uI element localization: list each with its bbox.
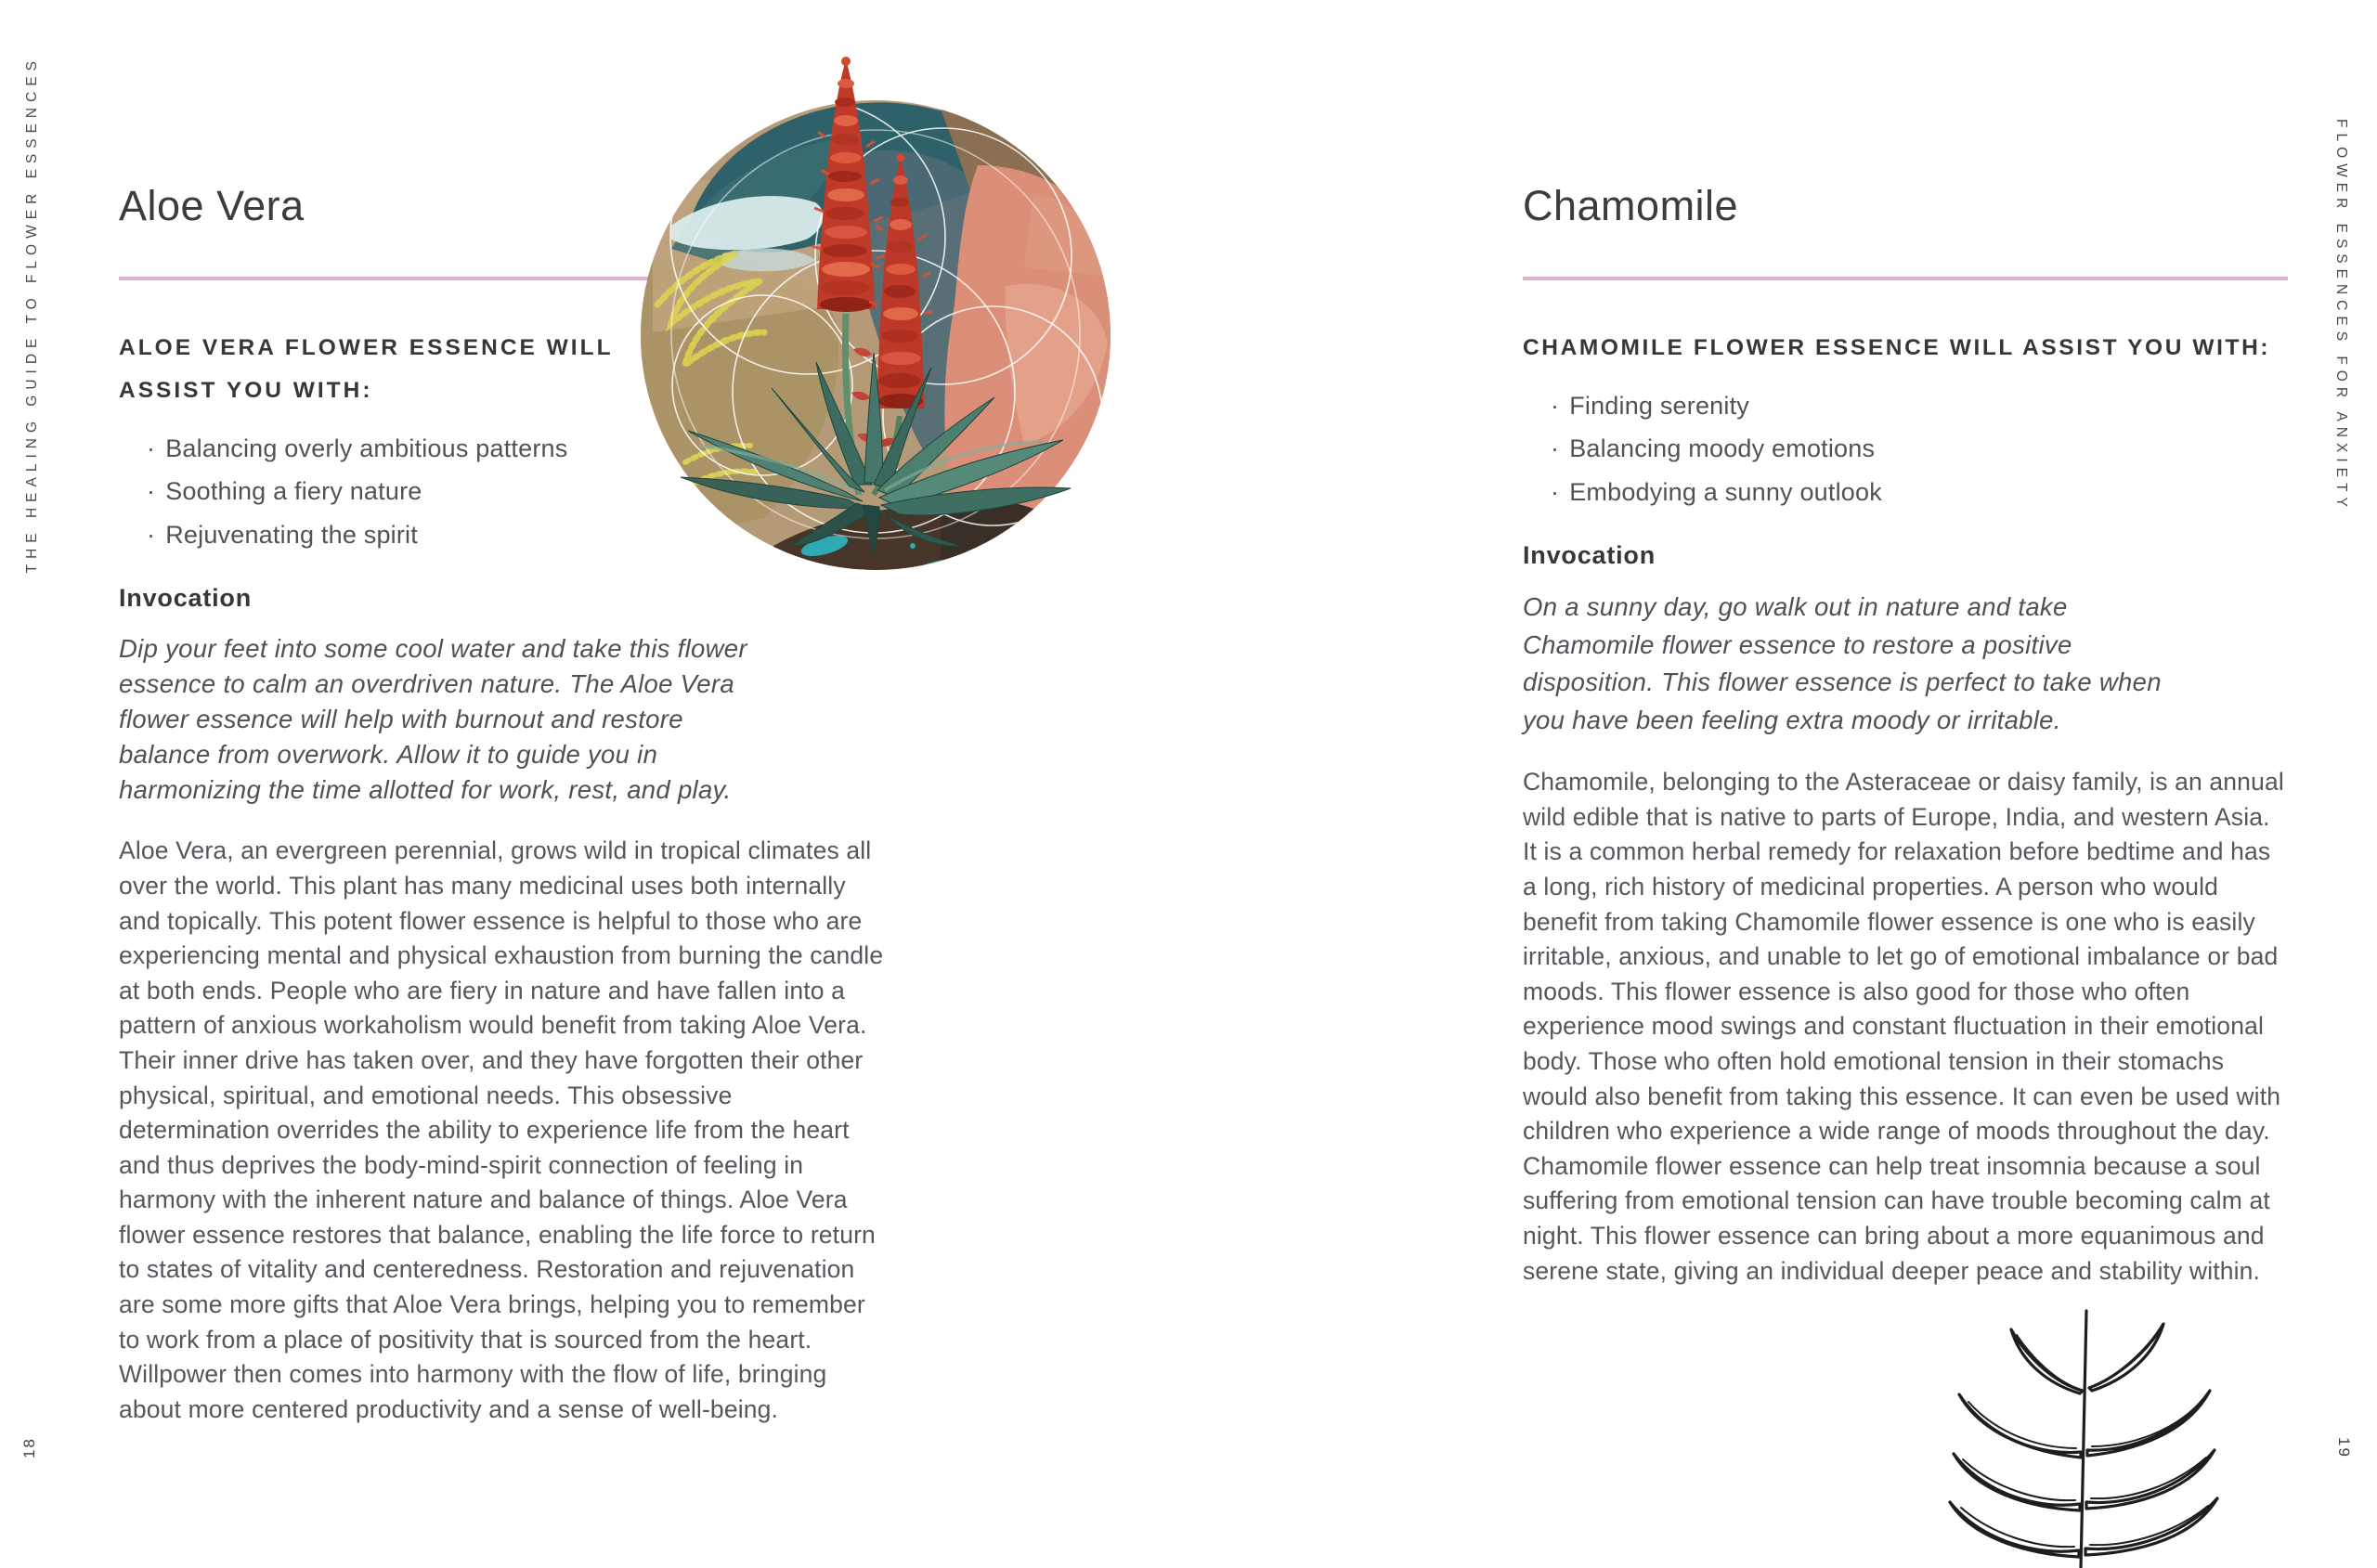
invocation-heading: Invocation xyxy=(119,584,253,613)
invocation-text: Dip your feet into some cool water and take this flower essence to calm an overdriven nature. The Aloe Vera flower essence will help with burnout and restore balance from overwork. Allow it to guide you in harmonizing the time allotted for work, rest, and play. xyxy=(119,634,747,805)
page-number-right: 19 xyxy=(2335,1437,2353,1458)
aloe-collage-image xyxy=(634,26,1113,583)
page-right xyxy=(1523,0,2288,1289)
benefit-item: · Soothing a fiery nature xyxy=(147,470,890,513)
page-number-left: 18 xyxy=(20,1437,38,1458)
benefit-item: · Finding serenity xyxy=(1551,384,2288,428)
spine-title-right: FLOWER ESSENCES FOR ANXIETY xyxy=(2333,119,2349,512)
benefit-list xyxy=(1523,384,2288,514)
invocation-text: On a sunny day, go walk out in nature and take Chamomile flower essence to restore a positive disposition. This flower essence is perfect to take when you have been feeling extra moody or irritable. xyxy=(1523,592,2162,734)
page-title: Aloe Vera xyxy=(119,182,305,229)
benefit-item: · Embodying a sunny outlook xyxy=(1551,471,2288,514)
pink-divider-rule xyxy=(1523,277,2288,280)
branch-illustration xyxy=(1931,1298,2238,1568)
benefit-item: · Balancing overly ambitious patterns xyxy=(147,427,890,471)
page-title: Chamomile xyxy=(1523,182,1739,229)
body-paragraph: Aloe Vera, an evergreen perennial, grows wild in tropical climates all over the world. This plant has many medicinal uses both internally and topically. This potent flower essence is helpful to those who are experiencing mental and physical exhaustion from burning the candle at both ends. People who are fiery in nature and have fallen into a pattern of anxious workaholism would benefit from taking Aloe Vera. Their inner drive has taken over, and they have forgotten their other physical, spiritual, and emotional needs. This obsessive determination overrides the ability to experience life from the heart and thus deprives the body-mind-spirit connection of feeling in harmony with the inherent nature and balance of things. Aloe Vera flower essence restores that balance, enabling the life force to return to states of vitality and centeredness. Restoration and rejuvenation are some more gifts that Aloe Vera brings, helping you to remember to work from a place of positivity that is sourced from the heart. Willpower then comes into harmony with the flow of life, bringing about more centered productivity and a sense of well-being. xyxy=(119,836,884,1423)
assist-heading: ALOE VERA FLOWER ESSENCE WILL ASSIST YOU WITH: xyxy=(119,334,614,403)
spine-title-left: THE HEALING GUIDE TO FLOWER ESSENCES xyxy=(24,56,40,574)
assist-heading: CHAMOMILE FLOWER ESSENCE WILL ASSIST YOU WITH: xyxy=(1523,334,2271,360)
invocation-heading: Invocation xyxy=(1523,541,1656,570)
benefit-item: · Rejuvenating the spirit xyxy=(147,513,890,557)
benefit-item: · Balancing moody emotions xyxy=(1551,427,2288,471)
body-paragraph: Chamomile, belonging to the Asteraceae or daisy family, is an annual wild edible that is native to parts of Europe, India, and western Asia. It is a common herbal remedy for relaxation before bedtime and has a long, rich history of medicinal properties. A person who would benefit from taking Chamomile flower essence is one who is easily irritable, anxious, and unable to let go of emotional imbalance or bad moods. This flower essence is also good for those who often experience mood swings and constant fluctuation in their emotional body. Those who often hold emotional tension in their stomachs would also benefit from taking this essence. It can even be used with children who experience a wide range of moods throughout the day. Chamomile flower essence can help treat insomnia because a soul suffering from emotional tension can have trouble becoming calm at night. This flower essence can bring about a more equanimous and serene state, giving an individual deeper peace and stability within. xyxy=(1523,768,2284,1285)
